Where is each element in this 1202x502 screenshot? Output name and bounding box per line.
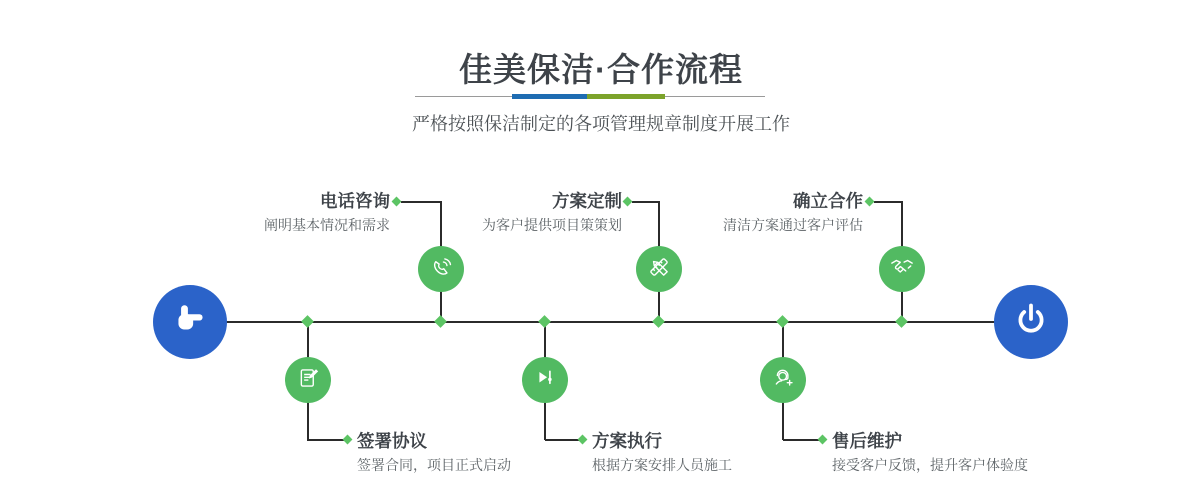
pointing-hand-icon [169, 299, 211, 346]
step-desc: 为客户提供项目策策划 [482, 217, 622, 233]
play-next-icon [531, 364, 559, 397]
timeline-diamond [538, 315, 551, 328]
step-label [832, 429, 1152, 474]
headset-plus-icon [769, 364, 797, 397]
handshake-icon [888, 253, 916, 286]
step-node-handshake [879, 246, 925, 292]
connector-line [874, 201, 902, 203]
step-title: 方案定制 [552, 191, 622, 211]
step-label [563, 189, 863, 234]
step-node-contract [285, 357, 331, 403]
divider-green-segment [587, 94, 665, 99]
step-title: 签署协议 [357, 431, 427, 451]
end-node [994, 285, 1068, 359]
step-title: 售后维护 [832, 431, 902, 451]
timeline-diamond [301, 315, 314, 328]
label-diamond [865, 197, 875, 207]
step-title: 方案执行 [592, 431, 662, 451]
label-diamond [343, 435, 353, 445]
title-divider-accent [512, 94, 665, 99]
connector-line [307, 439, 344, 441]
step-desc: 接受客户反馈，提升客户体验度 [832, 457, 1028, 473]
page-title: 佳美保洁·合作流程 [459, 51, 743, 88]
step-node-aftersales [760, 357, 806, 403]
timeline-diamond [434, 315, 447, 328]
step-desc: 清洁方案通过客户评估 [723, 217, 863, 233]
contract-pen-icon [294, 364, 322, 397]
pencil-ruler-icon [645, 253, 673, 286]
divider-blue-segment [512, 94, 587, 99]
page-subtitle: 严格按照保洁制定的各项管理规章制度开展工作 [412, 114, 790, 134]
start-node [153, 285, 227, 359]
phone-icon [427, 253, 455, 286]
step-title: 电话咨询 [320, 191, 390, 211]
step-desc: 根据方案安排人员施工 [592, 457, 732, 473]
step-title: 确立合作 [793, 191, 863, 211]
step-node-design [636, 246, 682, 292]
step-node-execute [522, 357, 568, 403]
timeline-diamond [652, 315, 665, 328]
power-icon [1011, 300, 1051, 345]
timeline-diamond [895, 315, 908, 328]
step-desc: 阐明基本情况和需求 [264, 217, 390, 233]
step-desc: 签署合同，项目正式启动 [357, 457, 511, 473]
step-node-phone [418, 246, 464, 292]
timeline-diamond [776, 315, 789, 328]
